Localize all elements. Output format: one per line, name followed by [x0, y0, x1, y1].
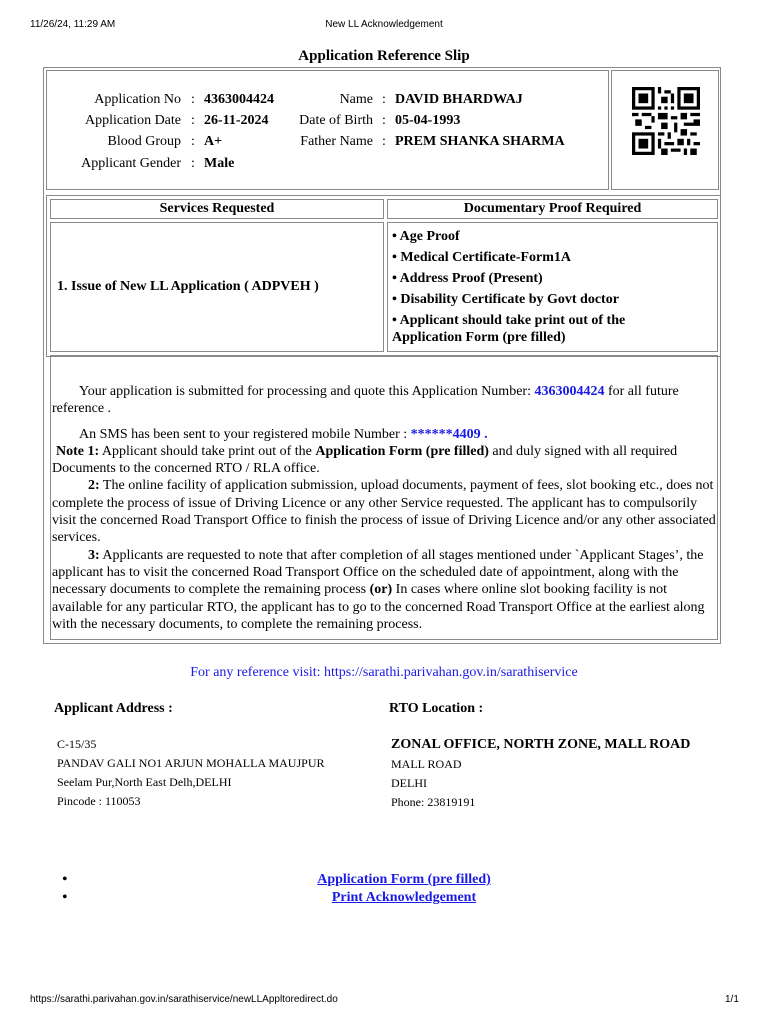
note-3 [52, 547, 716, 633]
print-url: https://sarathi.parivahan.gov.in/sarathiservice/newLLAppltoredirect.do [30, 994, 338, 1005]
print-ack-link-row [0, 890, 768, 906]
colon: : [382, 92, 386, 107]
proof-item: • Medical Certificate-Form1A [392, 250, 572, 265]
bullet-glyph: • [62, 889, 68, 906]
proof-item: • Age Proof [392, 229, 460, 244]
proof-item: • Disability Certificate by Govt doctor [392, 292, 619, 307]
address-line: C-15/35 [57, 737, 97, 751]
bullet-glyph: • [62, 871, 68, 888]
quoted-application-number: 4363004424 [534, 384, 605, 399]
applicant-address [57, 735, 325, 811]
proof-item: • Applicant should take print out of the Application Form (pre filled) [392, 313, 626, 345]
masked-mobile-number: ******4409 . [410, 426, 488, 442]
submission-text: Your application is submitted for processing and quote this Application Number: [79, 384, 531, 399]
application-form-link-row [0, 872, 768, 888]
application-no-value: 4363004424 [204, 92, 274, 107]
note-3-text-tail: In cases where online slot booking facility is not available for any particular RTO, the applicant has to go to the concerned Road Transport Office at the earliest along with the necessary documents, to complete the remaining process. [52, 582, 705, 632]
print-acknowledgement-link[interactable]: Print Acknowledgement [331, 890, 477, 905]
application-date-label: Application Date [84, 113, 181, 128]
rto-location-heading: RTO Location : [389, 701, 484, 716]
rto-location [391, 735, 690, 812]
print-datetime: 11/26/24, 11:29 AM [30, 19, 116, 30]
note-3-label: 3: [88, 547, 100, 563]
documentary-proof-header: Documentary Proof Required [387, 199, 718, 219]
services-requested-header: Services Requested [50, 199, 384, 219]
note-3-or: (or) [369, 582, 393, 598]
application-date-value: 26-11-2024 [204, 113, 269, 128]
colon: : [382, 134, 386, 149]
colon: : [191, 156, 195, 171]
note-1-label: Note 1: [56, 443, 100, 459]
application-form-link[interactable]: Application Form (pre filled) [317, 872, 491, 887]
name-value: DAVID BHARDWAJ [395, 92, 523, 107]
note-1 [52, 443, 716, 478]
dob-label: Date of Birth [299, 113, 373, 128]
colon: : [191, 113, 195, 128]
colon: : [191, 134, 195, 149]
blood-group-label: Blood Group [107, 134, 181, 149]
service-item: 1. Issue of New LL Application ( ADPVEH ) [57, 279, 319, 294]
rto-phone: Phone: 23819191 [391, 795, 476, 809]
sms-paragraph [52, 426, 716, 443]
reference-link[interactable]: For any reference visit: https://sarathi.parivahan.gov.in/sarathiservice [190, 665, 578, 680]
proof-item: • Address Proof (Present) [392, 271, 543, 286]
blood-group-value: A+ [204, 134, 223, 149]
gender-value: Male [204, 156, 235, 171]
sms-text: An SMS has been sent to your registered mobile Number : [79, 426, 408, 442]
slip-title: Application Reference Slip [298, 48, 470, 64]
address-line: Pincode : 110053 [57, 794, 141, 808]
message-text [52, 383, 716, 633]
dob-value: 05-04-1993 [395, 113, 461, 128]
note-1-form-name: Application Form (pre filled) [315, 443, 489, 459]
colon: : [191, 92, 195, 107]
colon: : [382, 113, 386, 128]
rto-office-name: ZONAL OFFICE, NORTH ZONE, MALL ROAD [391, 737, 691, 752]
address-line: Seelam Pur,North East Delh,DELHI [57, 775, 232, 789]
submission-paragraph [52, 383, 716, 418]
note-1-text-tail: and duly signed with all required Documents to the concerned RTO / RLA office. [52, 443, 678, 477]
service-cell [50, 222, 384, 352]
note-2-label: 2: [88, 478, 100, 494]
note-2-text: The online facility of application submission, upload documents, payment of fees, slot booking etc., does not complete the process of issue of Driving Licence or any other Service requested. The applicant has to compulsorily visit the concerned Road Transport Office to finish the process of issue of Driving Licence and/or any other associated services. [52, 478, 716, 546]
application-no-label: Application No [94, 92, 181, 107]
note-1-text: Applicant should take print out of the [101, 443, 312, 459]
proof-list [392, 226, 682, 346]
print-page-title: New LL Acknowledgement [325, 19, 443, 30]
father-name-value: PREM SHANKA SHARMA [395, 134, 565, 149]
submission-text-tail: for all future reference . [52, 384, 679, 417]
name-label: Name [339, 92, 373, 107]
rto-line: DELHI [391, 776, 427, 790]
father-name-label: Father Name [300, 134, 373, 149]
qr-code-icon [632, 87, 700, 155]
proof-cell [387, 222, 718, 352]
gender-label: Applicant Gender [81, 156, 181, 171]
print-page-number: 1/1 [725, 994, 739, 1005]
note-3-text: Applicants are requested to note that after completion of all stages mentioned under `Applicant Stages’, the applicant has to visit the concerned Road Transport Office on the scheduled date of appointment, along with the necessary documents to complete the remaining process [52, 547, 704, 598]
rto-line: MALL ROAD [391, 757, 462, 771]
note-2 [52, 477, 716, 546]
applicant-address-heading: Applicant Address : [54, 701, 173, 716]
address-line: PANDAV GALI NO1 ARJUN MOHALLA MAUJPUR [57, 756, 325, 770]
